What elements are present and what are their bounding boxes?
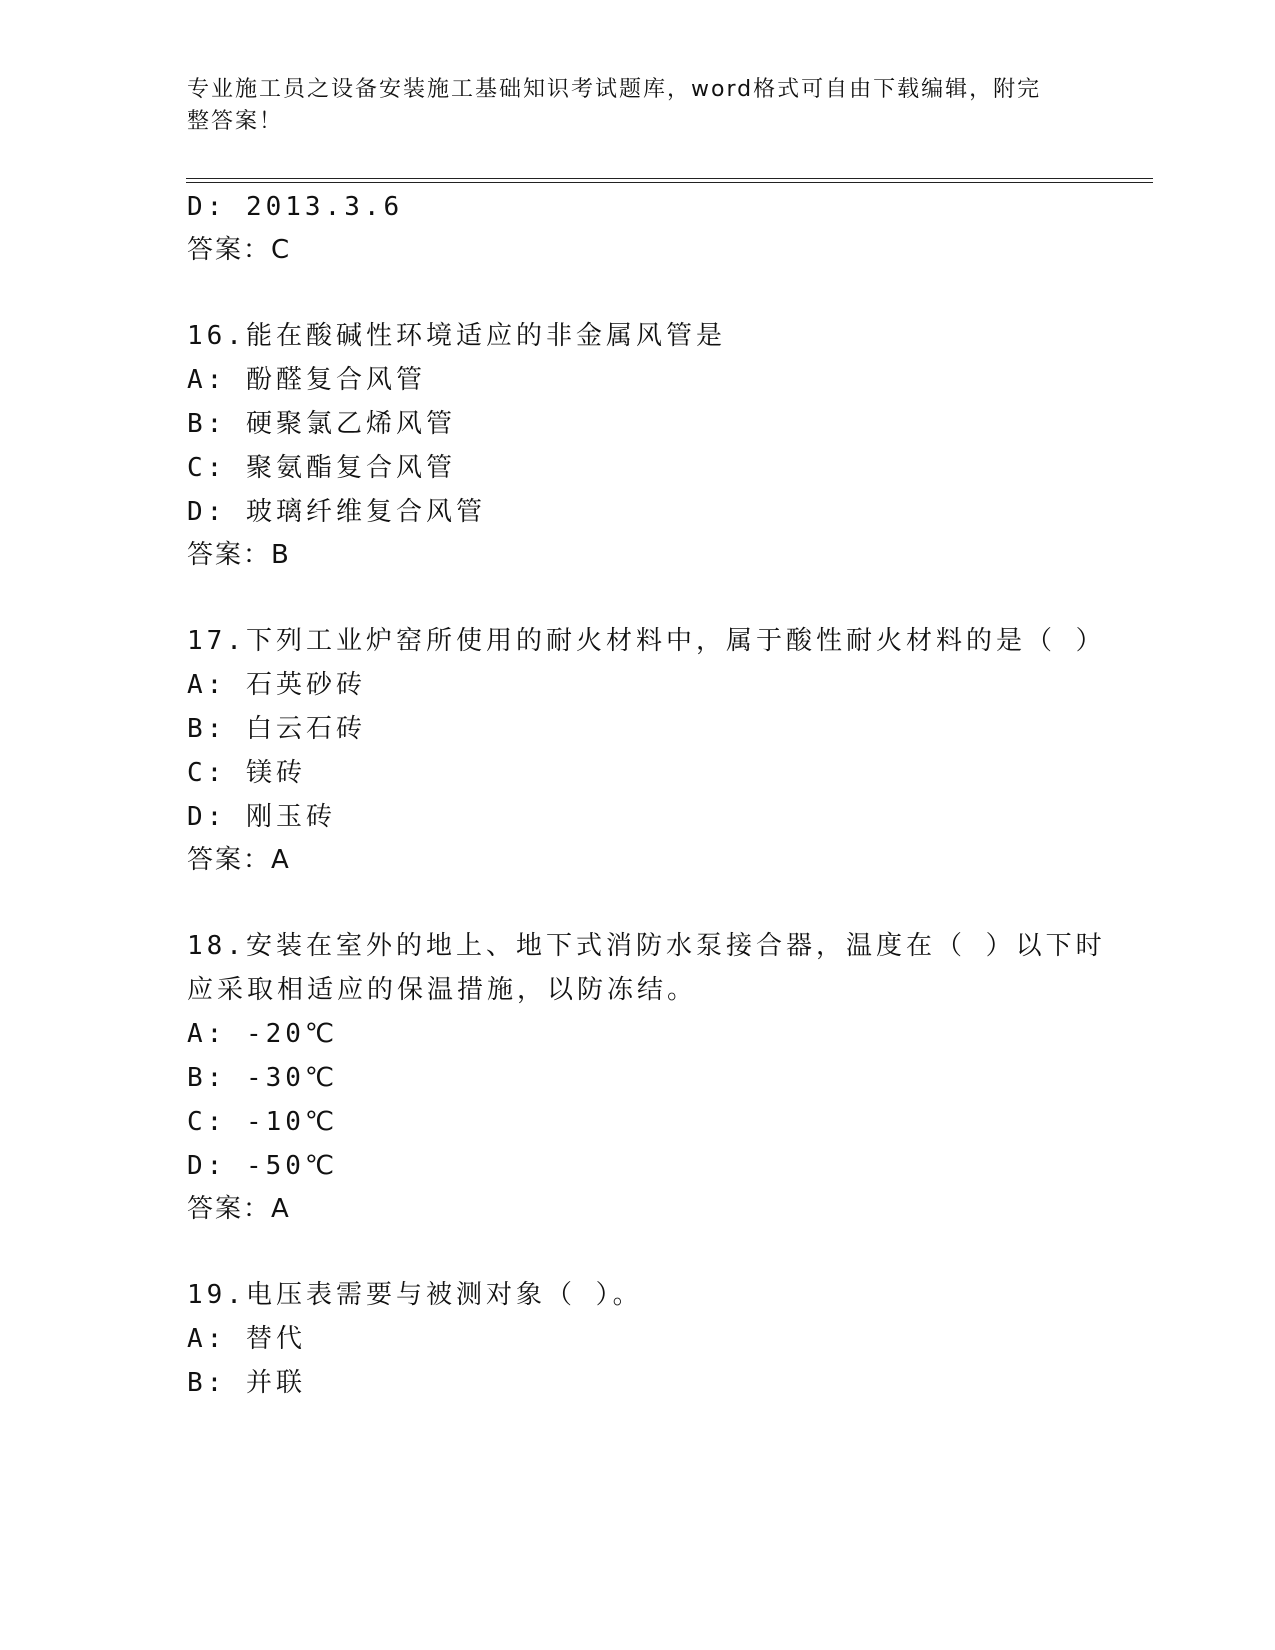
header-title-line-2: 整答案！	[187, 109, 284, 134]
question-17-option-c: C: 镁砖	[187, 758, 306, 788]
question-17-stem: 17.下列工业炉窑所使用的耐火材料中，属于酸性耐火材料的是（ ）	[187, 626, 1106, 656]
question-17-option-d: D: 刚玉砖	[187, 802, 336, 832]
header-divider-bottom	[186, 182, 1153, 183]
question-16-option-a: A: 酚醛复合风管	[187, 365, 426, 395]
question-16-option-c: C: 聚氨酯复合风管	[187, 453, 456, 483]
question-18-stem-line-1: 18.安装在室外的地上、地下式消防水泵接合器，温度在（ ）以下时	[187, 931, 1106, 961]
question-18-option-c: C: -10℃	[187, 1107, 339, 1137]
prev-option-d: D: 2013.3.6	[187, 192, 404, 222]
question-16-answer: 答案：B	[187, 540, 291, 570]
header-title-line-1: 专业施工员之设备安装施工基础知识考试题库，word格式可自由下载编辑，附完	[187, 77, 1042, 102]
question-19-option-a: A: 替代	[187, 1324, 306, 1354]
question-17-answer: 答案：A	[187, 845, 291, 875]
question-16-option-b: B: 硬聚氯乙烯风管	[187, 409, 456, 439]
question-18-option-a: A: -20℃	[187, 1019, 339, 1049]
question-18-stem-line-2: 应采取相适应的保温措施，以防冻结。	[187, 975, 698, 1005]
question-18-answer: 答案：A	[187, 1194, 291, 1224]
question-17-option-b: B: 白云石砖	[187, 714, 366, 744]
header-divider-top	[186, 178, 1153, 179]
prev-answer: 答案：C	[187, 235, 292, 265]
question-17-option-a: A: 石英砂砖	[187, 670, 366, 700]
question-19-option-b: B: 并联	[187, 1368, 306, 1398]
question-16-option-d: D: 玻璃纤维复合风管	[187, 497, 486, 527]
question-18-option-d: D: -50℃	[187, 1151, 339, 1181]
document-header	[187, 74, 1067, 138]
question-19-stem: 19.电压表需要与被测对象（ ）。	[187, 1280, 643, 1310]
question-18-option-b: B: -30℃	[187, 1063, 339, 1093]
question-16-stem: 16.能在酸碱性环境适应的非金属风管是	[187, 321, 726, 351]
